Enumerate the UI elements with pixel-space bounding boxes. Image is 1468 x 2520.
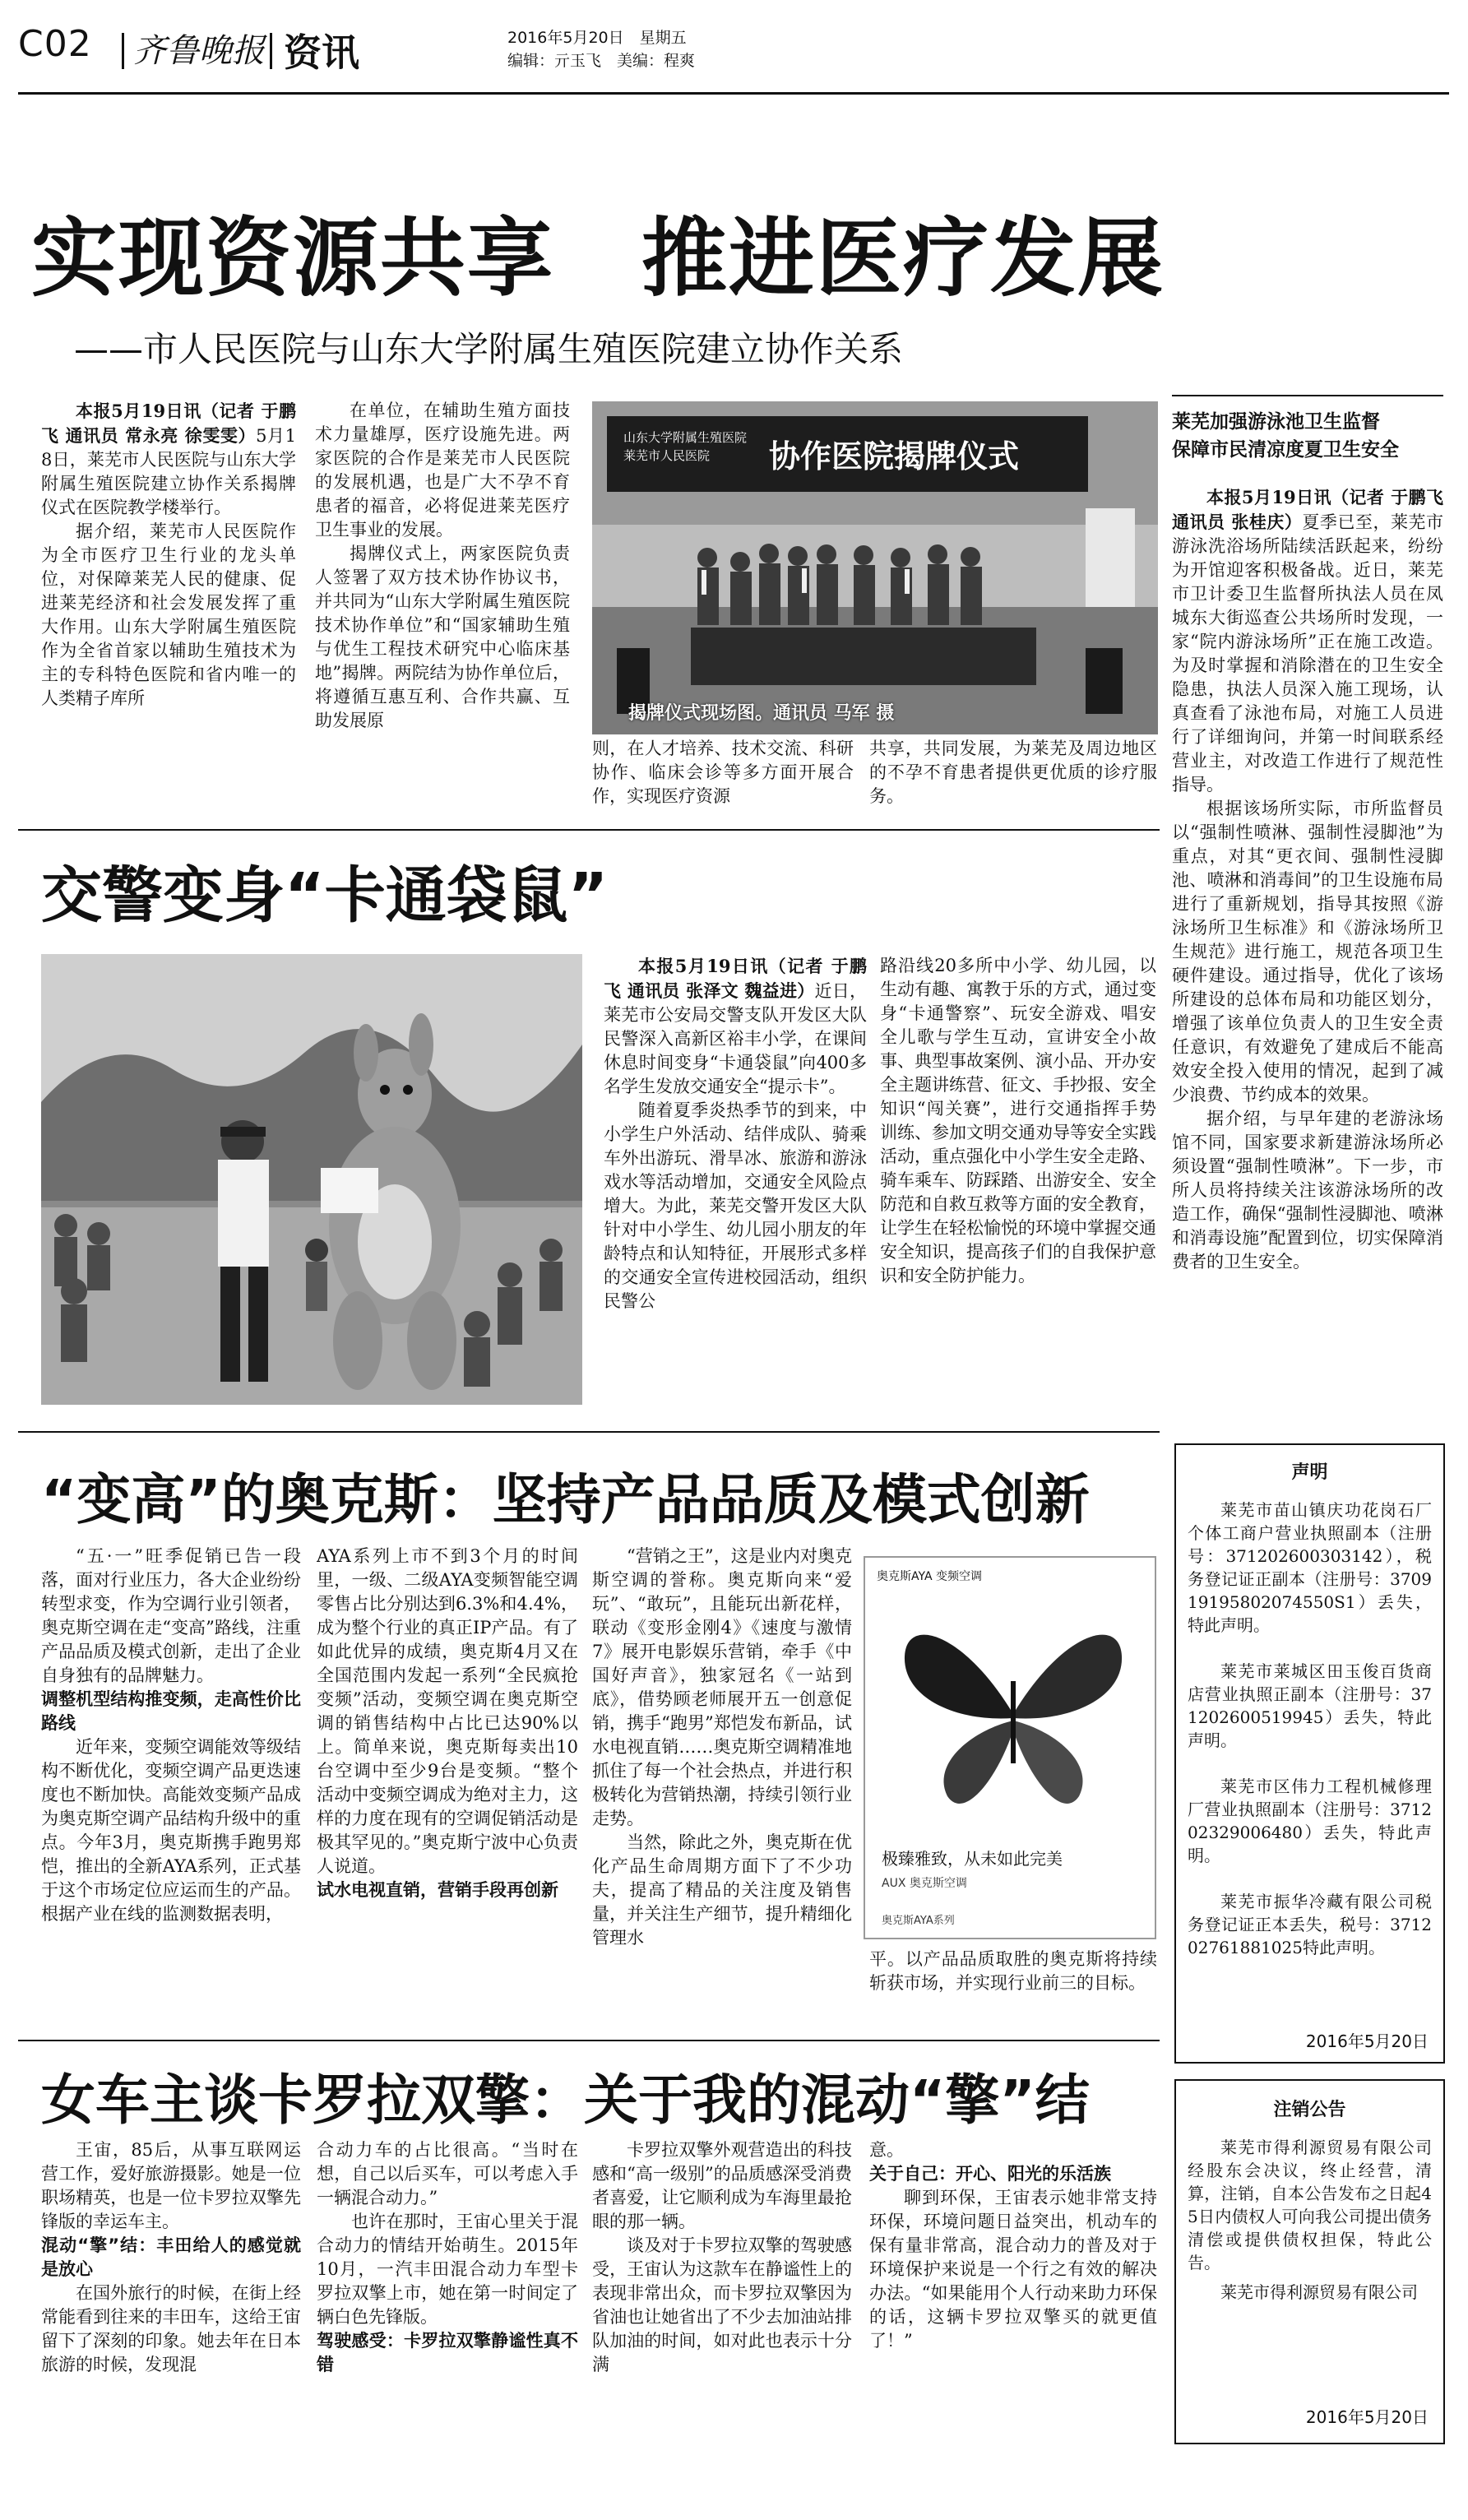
masthead-divider [122, 33, 124, 69]
story4-column-4: 意。 关于自己：开心、阳光的乐活族 聊到环保，王宙表示她非常支持环保，环境问题日益突出，机动车的保有量非常高，混合动力的普及对于环境保护来说是一个行之有效的解决办法。“如果能用个人行动来助力环保的话，这辆卡罗拉双擎买的就更值了！” [869, 2140, 1157, 2351]
declaration-title: 声明 [1291, 1462, 1328, 1483]
page-number: C02 [18, 23, 92, 65]
cancellation-date: 2016年5月20日 [1305, 2407, 1429, 2427]
story3-top-rule [18, 1431, 1160, 1433]
story2-column-1: 本报5月19日讯（记者 于鹏飞 通讯员 张泽文 魏益进）近日，莱芜市公安局交警支队开发区大队民警深入高新区裕丰小学，在课间休息时间变身“卡通袋鼠”向400多名学生发放交通安全“提示卡”。 随着夏季炎热季节的到来，中小学生户外活动、结伴成队、骑乘车外出游玩、滑旱冰、旅游和游泳戏水等活动增加，交通安全风险点增大。为此，莱芜交警开发区大队针对中小学生、幼儿园小朋友的年龄特点和认知特征，开展形式多样的交通安全宣传进校园活动，组织民警公 [604, 956, 867, 1311]
ad-brand: AUX 奥克斯空调 [882, 1877, 967, 1890]
story3-column-4: 平。以产品品质取胜的奥克斯将持续斩获市场，并实现行业前三的目标。 [869, 1949, 1157, 1993]
story3-headline: “变高”的奥克斯：坚持产品品质及模式创新 [41, 1468, 1090, 1531]
story1-column-3: 则，在人才培养、技术交流、科研协作、临床会诊等多方面开展合作，实现医疗资源 [592, 739, 854, 806]
banner-ceremony-title: 协作医院揭牌仪式 [769, 438, 1020, 475]
story4-top-rule [18, 2040, 1160, 2041]
section-name: 资讯 [284, 30, 359, 75]
aux-ad [864, 1556, 1156, 1939]
story2-headline: 交警变身“卡通袋鼠” [41, 860, 609, 931]
pool-hygiene-sidebar [1172, 395, 1443, 1420]
masthead-rule [18, 92, 1449, 95]
story1-subheadline: ——市人民医院与山东大学附属生殖医院建立协作关系 [74, 329, 904, 369]
paper-name: 齐鲁晚报 [133, 32, 265, 70]
sidebar-top-rule [1172, 395, 1443, 396]
declaration-box [1174, 1443, 1445, 2064]
story1-column-1: 本报5月19日讯（记者 于鹏飞 通讯员 常永亮 徐雯雯）5月18日，莱芜市人民医院与山东大学附属生殖医院建立协作关系揭牌仪式在医院教学楼举行。 据介绍，莱芜市人民医院作为全市医疗卫生行业的龙头单位，对保障莱芜人民的健康、促进莱芜经济和社会发展发挥了重大作用。山东大学附属生殖医院作为全省首家以辅助生殖技术为主的专科特色医院和省内唯一的人类精子库所 [41, 401, 296, 708]
declaration-item: 莱芜市振华冷藏有限公司税务登记证正本丢失，税号：371202761881025特此声明。 [1188, 1892, 1432, 1957]
story1-headline: 实现资源共享 推进医疗发展 [31, 208, 1165, 308]
story4-headline: 女车主谈卡罗拉双擎：关于我的混动“擎”结 [41, 2068, 1090, 2132]
cancellation-title: 注销公告 [1273, 2100, 1346, 2120]
ad-slogan: 极臻雅致，从未如此完美 [882, 1849, 1063, 1869]
declaration-item: 莱芜市莱城区田玉俊百货商店营业执照正副本（注册号：371202600519945）丢失，特此声明。 [1188, 1661, 1432, 1750]
declaration-item: 莱芜市区伟力工程机械修理厂营业执照副本（注册号：371202329006480）丢失，特此声明。 [1188, 1777, 1432, 1865]
signing-ceremony-photo [592, 401, 1158, 734]
masthead-divider [270, 33, 272, 69]
cancellation-box [1174, 2079, 1445, 2444]
story4-column-1: 王宙，85后，从事互联网运营工作，爱好旅游摄影。她是一位职场精英，也是一位卡罗拉双擎先锋版的幸运车主。 混动“擎”结：丰田给人的感觉就是放心 在国外旅行的时候，在街上经常能看到往来的丰田车，这给王宙留下了深刻的印象。她去年在日本旅游的时候，发现混 [41, 2140, 301, 2374]
declaration-items [1188, 1499, 1432, 1959]
banner-hospital-2: 莱芜市人民医院 [623, 448, 711, 463]
ad-footer: 奥克斯AYA系列 [882, 1915, 955, 1927]
sidebar-title-1: 莱芜加强游泳池卫生监督 [1172, 411, 1380, 433]
story1-column-2: 在单位，在辅助生殖方面技术力量雄厚，医疗设施先进。两家医院的合作是莱芜市人民医院的发展机遇，也是广大不孕不育患者的福音，必将促进莱芜医疗卫生事业的发展。 揭牌仪式上，两家医院负责人签署了双方技术协作协议书，并共同为“山东大学附属生殖医院技术协作单位”和“国家辅助生殖与优生工程技术研究中心临床基地”揭牌。两院结为协作单位后，将遵循互惠互利、合作共赢、互助发展原 [315, 401, 570, 730]
sidebar-body: 本报5月19日讯（记者 于鹏飞 通讯员 张桂庆）夏季已至，莱芜市游泳洗浴场所陆续活跃起来，纷纷为开馆迎客积极备战。近日，莱芜市卫计委卫生监督所执法人员在凤城东大街巡查公共场所时发现，一家“院内游泳场所”正在施工改造。为及时掌握和消除潜在的卫生安全隐患，执法人员深入施工现场，认真查看了泳池布局，对施工人员进行了详细询问，并第一时间联系经营业主，对改造工作进行了规范性指导。 根据该场所实际，市所监督员以“强制性喷淋、强制性浸脚池”为重点，对其“更衣间、强制性浸脚池、喷淋和消毒间”的卫生设施布局进行了重新规划，指导其按照《游泳场所卫生标准》和《游泳场所卫生规范》进行施工，规范各项卫生硬件建设。通过指导，优化了该场所建设的总体布局和功能区划分，增强了该单位负责人的卫生安全责任意识，有效避免了建成后不能高效安全投入使用的情况，起到了减少浪费、节约成本的效果。 据介绍，与早年建的老游泳场馆不同，国家要求新建游泳场所必须设置“强制性喷淋”。下一步，市所人员将持续关注该游泳场所的改造工作，确保“强制性浸脚池、喷淋和消毒设施”配置到位，切实保障消费者的卫生安全。 [1172, 487, 1443, 1272]
story1-column-4: 共享，共同发展，为莱芜及周边地区的不孕不育患者提供更优质的诊疗服务。 [869, 739, 1157, 806]
kangaroo-police-photo [41, 954, 582, 1405]
story4-column-2: 合动力车的占比很高。“当时在想，自己以后买车，可以考虑入手一辆混合动力。” 也许在那时，王宙心里关于混合动力的情结开始萌生。2015年10月，一汽丰田混合动力车型卡罗拉双擎上市，她在第一时间定了辆白色先锋版。 驾驶感受：卡罗拉双擎静谧性真不错 [317, 2140, 578, 2374]
story3-column-2: AYA系列上市不到3个月的时间里，一级、二级AYA变频智能空调零售占比分别达到6.3%和4.4%，成为整个行业的真正IP产品。有了如此优异的成绩，奥克斯4月又在全国范围内发起一系列“全民疯抢变频”活动，变频空调在奥克斯空调的销售结构中占比已达90%以上。简单来说，奥克斯每卖出10台空调中至少9台是变频。“整个活动中变频空调成为绝对主力，这样的力度在现有的空调促销活动是极其罕见的。”奥克斯宁波中心负责人说道。 试水电视直销，营销手段再创新 [317, 1546, 578, 1900]
issue-date: 2016年5月20日 星期五 [507, 29, 687, 47]
declaration-date: 2016年5月20日 [1305, 2031, 1429, 2051]
story3-column-1: “五·一”旺季促销已告一段落，面对行业压力，各大企业纷纷转型求变，作为空调行业引领者，奥克斯空调在走“变高”路线，注重产品品质及模式创新，走出了企业自身独有的品牌魅力。 调整机型结构推变频，走高性价比路线 近年来，变频空调能效等级结构不断优化，变频空调产品更迭速度也不断加快。高能效变频产品成为奥克斯空调产品结构升级中的重点。今年3月，奥克斯携手跑男郑恺，推出的全新AYA系列，正式基于这个市场定位应运而生的产品。根据产业在线的监测数据表明， [41, 1546, 301, 1924]
kangaroo-police-illustration [41, 954, 582, 1405]
declaration-item: 莱芜市苗山镇庆功花岗石厂个体工商户营业执照副本（注册号：371202600303142），税务登记证正副本（注册号：370919195802074550S1）丢失，特此声明。 [1188, 1500, 1432, 1635]
cancellation-signer: 莱芜市得利源贸易有限公司 [1220, 2282, 1418, 2302]
ad-top-text: 奥克斯AYA 变频空调 [877, 1570, 982, 1583]
cancellation-body: 莱芜市得利源贸易有限公司经股东会决议，终止经营，清算，注销，自本公告发布之日起45日内债权人可向我公司提出债务清偿或提供债权担保，特此公告。 莱芜市得利源贸易有限公司 [1188, 2138, 1432, 2302]
signing-photo-caption: 揭牌仪式现场图。通讯员 马军 摄 [628, 703, 895, 724]
story2-top-rule [18, 829, 1160, 831]
story3-column-3: “营销之王”，这是业内对奥克斯空调的誉称。奥克斯向来“爱玩”、“敢玩”，且能玩出新花样，联动《变形金刚4》《速度与激情7》展开电影娱乐营销，牵手《中国好声音》，独家冠名《一站到底》，借势顾老师展开五一创意促销，携手“跑男”郑恺发布新品，试水电视直销……奥克斯空调精准地抓住了每一个社会热点，并进行积极转化为营销热潮，持续引领行业走势。 当然，除此之外，奥克斯在优化产品生命周期方面下了不少功夫，提高了精品的关注度及销售量，并关注生产细节，提升精细化管理水 [592, 1546, 852, 1948]
butterfly-graphic [898, 1599, 1128, 1829]
editors: 编辑：亓玉飞 美编：程爽 [507, 52, 696, 70]
story2-column-2: 路沿线20多所中小学、幼儿园，以生动有趣、寓教于乐的方式，通过变身“卡通警察”、玩安全游戏、唱安全儿歌与学生互动，宣讲安全小故事、典型事故案例、演小品、开办安全主题讲练营、征文、手抄报、安全知识“闯关赛”，进行交通指挥手势训练、参加文明交通劝导等安全实践活动，重点强化中小学生安全走路、骑车乘车、防踩踏、出游安全、安全防范和自救互救等方面的安全教育，让学生在轻松愉悦的环境中掌握交通安全知识，提高孩子们的自我保护意识和安全防护能力。 [880, 956, 1156, 1285]
banner-hospital-1: 山东大学附属生殖医院 [623, 430, 748, 445]
story4-column-3: 卡罗拉双擎外观营造出的科技感和“高一级别”的品质感深受消费者喜爱，让它顺利成为车海里最抢眼的那一辆。 谈及对于卡罗拉双擎的驾驶感受，王宙认为这款车在静谧性上的表现非常出众，而卡罗拉双擎因为省油也让她省出了不少去加油站排队加油的时间，如对此也表示十分满 [592, 2140, 852, 2374]
sidebar-title-2: 保障市民清凉度夏卫生安全 [1172, 439, 1399, 461]
